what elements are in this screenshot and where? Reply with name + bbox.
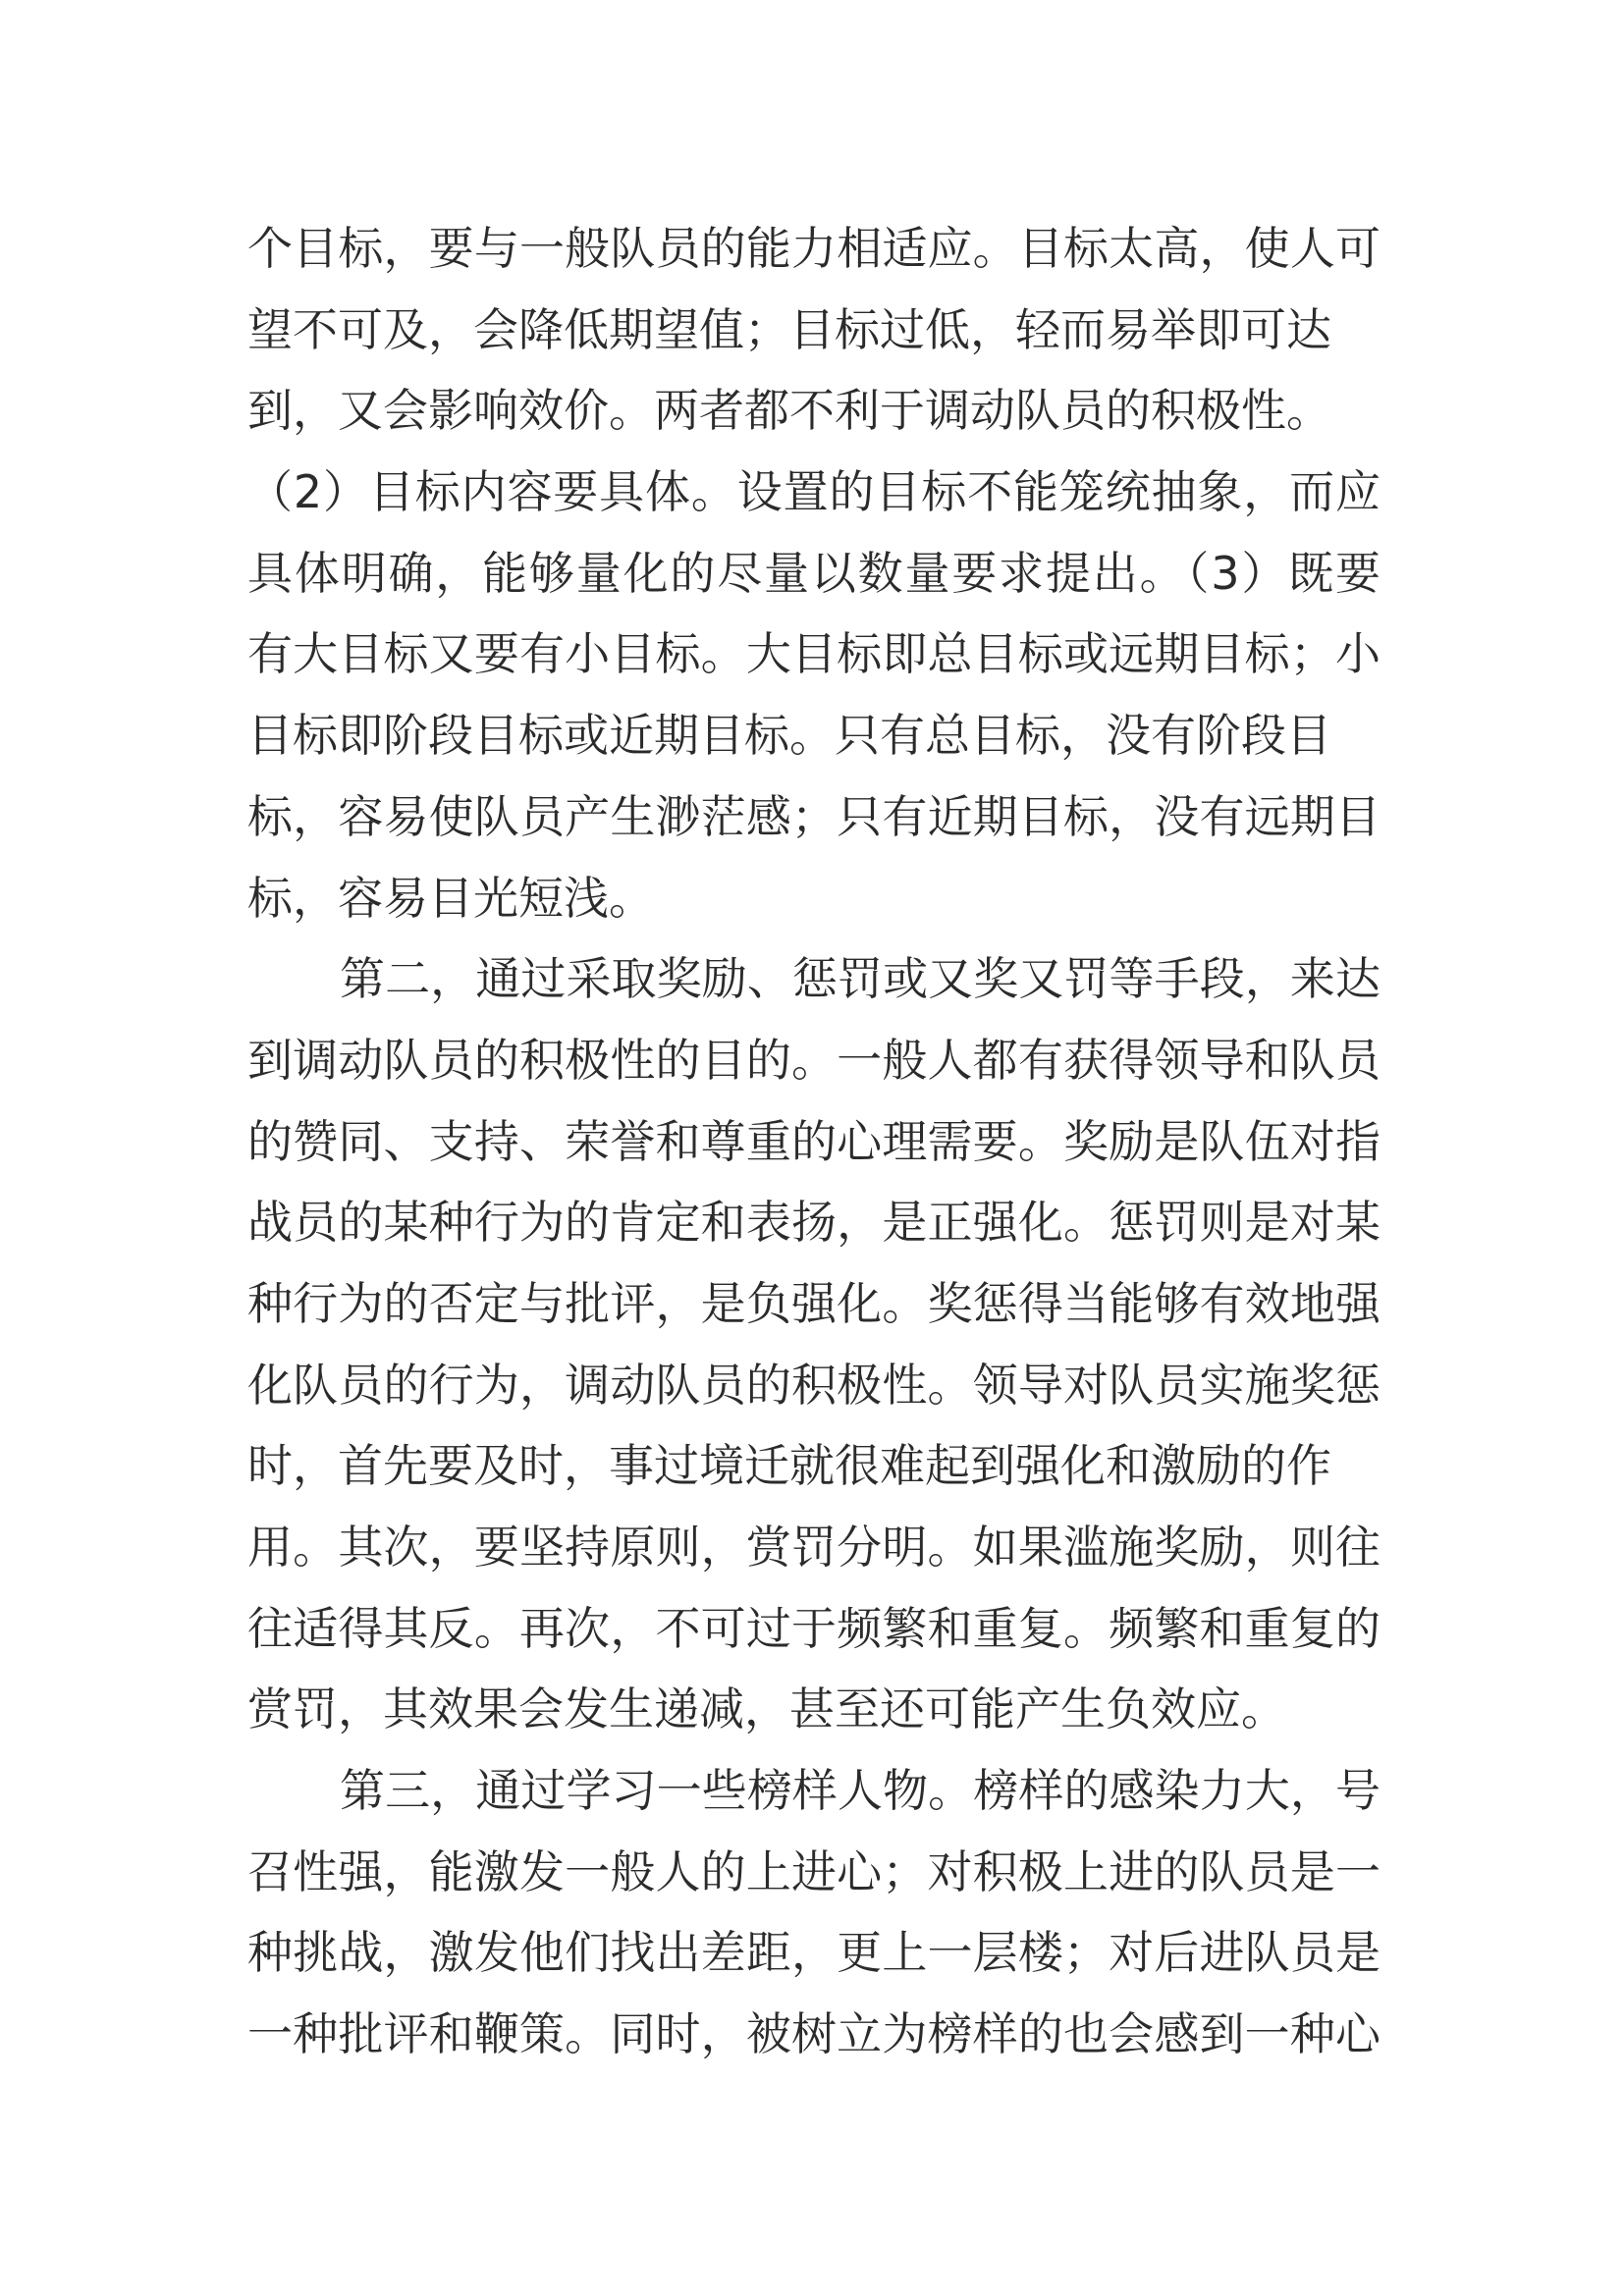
text-line: 种挑战，激发他们找出差距，更上一层楼；对后进队员是 — [247, 1926, 1380, 1980]
text-line: （2）目标内容要具体。设置的目标不能笼统抽象，而应 — [247, 465, 1380, 519]
text-line: 第三，通过学习一些榜样人物。榜样的感染力大，号 — [340, 1764, 1380, 1818]
text-line: 到调动队员的积极性的目的。一般人都有获得领导和队员 — [247, 1033, 1380, 1087]
text-line: 标，容易使队员产生渺茫感；只有近期目标，没有远期目 — [247, 789, 1380, 843]
paragraph-goal-setting — [247, 208, 1380, 938]
text-line: 个目标，要与一般队员的能力相适应。目标太高，使人可 — [247, 222, 1380, 275]
text-line: 第二，通过采取奖励、惩罚或又奖又罚等手段，来达 — [340, 952, 1380, 1006]
text-line: 化队员的行为，调动队员的积极性。领导对队员实施奖惩 — [247, 1358, 1380, 1412]
text-line: 望不可及，会降低期望值；目标过低，轻而易举即可达 — [247, 302, 1331, 356]
paragraph-role-models — [247, 1750, 1380, 2075]
text-line: 种行为的否定与批评，是负强化。奖惩得当能够有效地强 — [247, 1276, 1380, 1330]
text-line: 目标即阶段目标或近期目标。只有总目标，没有阶段目 — [247, 709, 1331, 763]
text-line: 到，又会影响效价。两者都不利于调动队员的积极性。 — [247, 384, 1331, 438]
text-line: 战员的某种行为的肯定和表扬，是正强化。惩罚则是对某 — [247, 1196, 1380, 1250]
paragraph-reward-punishment — [247, 938, 1380, 1750]
text-line: 赏罚，其效果会发生递减，甚至还可能产生负效应。 — [247, 1682, 1286, 1736]
text-line: 召性强，能激发一般人的上进心；对积极上进的队员是一 — [247, 1844, 1380, 1898]
text-line: 标，容易目光短浅。 — [247, 871, 654, 925]
text-line: 时，首先要及时，事过境迁就很难起到强化和激励的作 — [247, 1439, 1331, 1493]
text-line: 的赞同、支持、荣誉和尊重的心理需要。奖励是队伍对指 — [247, 1114, 1380, 1168]
text-line: 一种批评和鞭策。同时，被树立为榜样的也会感到一种心 — [247, 2007, 1380, 2061]
text-line: 具体明确，能够量化的尽量以数量要求提出。（3）既要 — [247, 546, 1380, 600]
text-line: 用。其次，要坚持原则，赏罚分明。如果滥施奖励，则往 — [247, 1521, 1380, 1574]
text-line: 往适得其反。再次，不可过于频繁和重复。频繁和重复的 — [247, 1601, 1380, 1655]
document-page — [247, 208, 1380, 2075]
text-line: 有大目标又要有小目标。大目标即总目标或远期目标；小 — [247, 627, 1380, 681]
